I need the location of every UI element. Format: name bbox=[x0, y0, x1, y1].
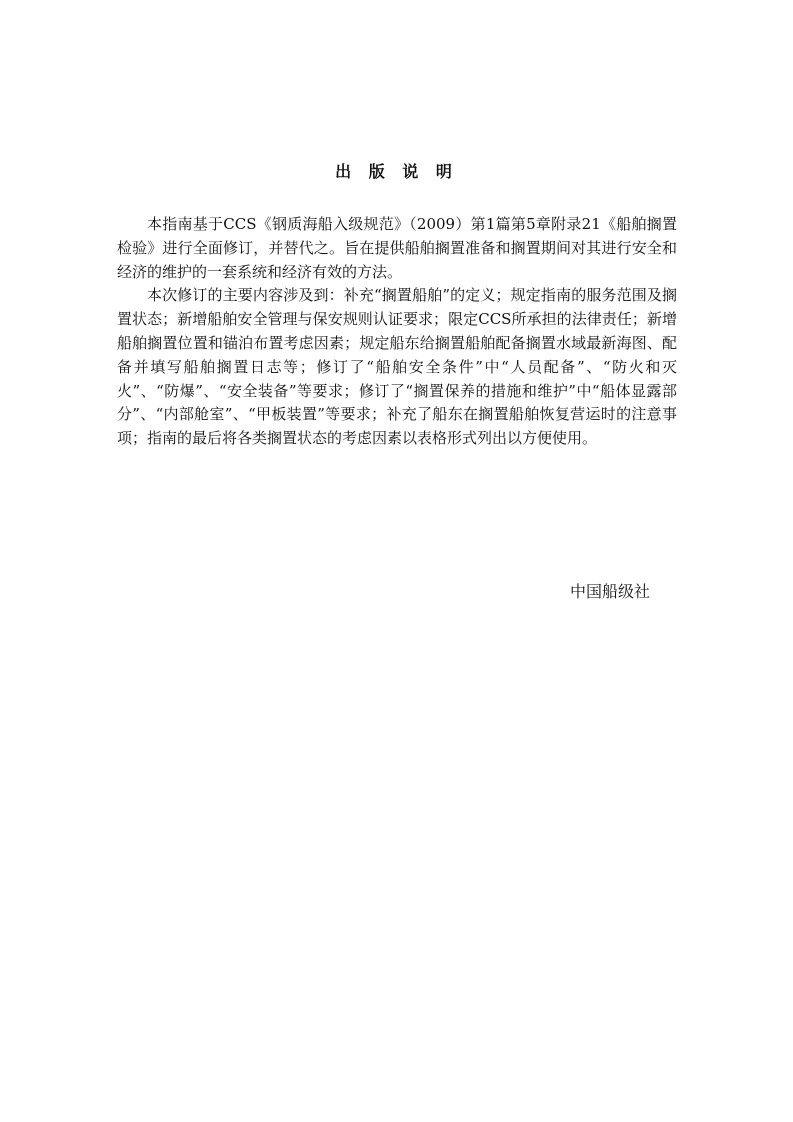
document-body bbox=[117, 213, 677, 451]
paragraph-revisions: 本次修订的主要内容涉及到：补充“搁置船舶”的定义；规定指南的服务范围及搁置状态；新增船舶安全管理与保安规则认证要求；限定CCS所承担的法律责任；新增船舶搁置位置和锚泊布置考虑因素；规定船东给搁置船舶配备搁置水域最新海图、配备并填写船舶搁置日志等；修订了“船舶安全条件”中“人员配备”、“防火和灭火”、“防爆”、“安全装备”等要求；修订了“搁置保养的措施和维护”中“船体显露部分”、“内部舱室”、“甲板装置”等要求；补充了船东在搁置船舶恢复营运时的注意事项；指南的最后将各类搁置状态的考虑因素以表格形式列出以方便使用。 bbox=[117, 286, 677, 448]
signature-issuer: 中国船级社 bbox=[569, 582, 650, 601]
paragraph-intro: 本指南基于CCS《钢质海船入级规范》（2009）第1篇第5章附录21《船舶搁置检验》进行全面修订，并替代之。旨在提供船舶搁置准备和搁置期间对其进行安全和经济的维护的一套系统和经济有效的方法。 bbox=[117, 215, 677, 281]
document-title: 出 版 说 明 bbox=[335, 162, 458, 181]
